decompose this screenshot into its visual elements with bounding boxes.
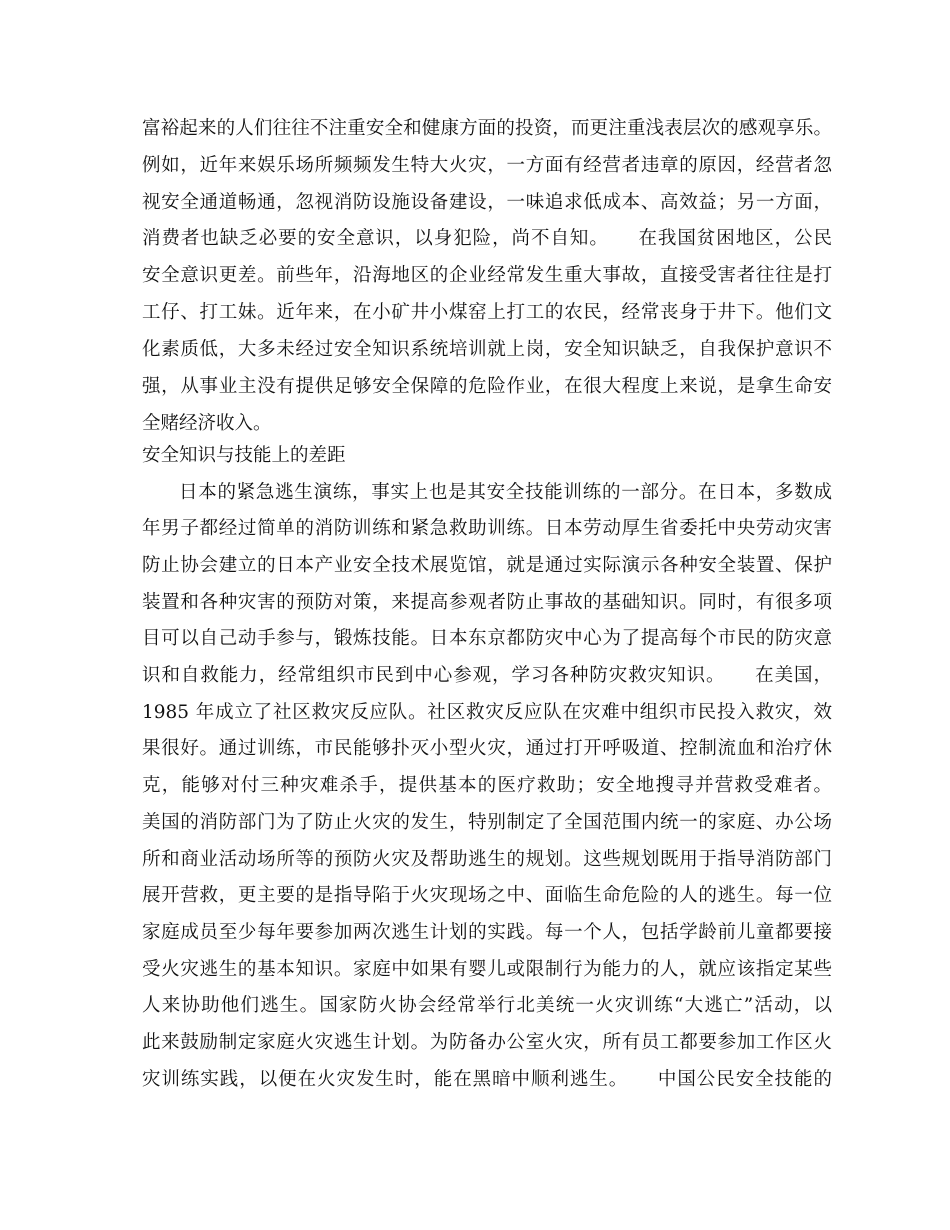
text-line: 防止协会建立的日本产业安全技术展览馆，就是通过实际演示各种安全装置、保护 — [142, 555, 832, 576]
text-line: 视安全通道畅通，忽视消防设施设备建设，一味追求低成本、高效益；另一方面， — [142, 192, 832, 213]
text-line: 强，从事业主没有提供足够安全保障的危险作业，在很大程度上来说，是拿生命安 — [142, 376, 832, 397]
text-line: 1985 年成立了社区救灾反应队。社区救灾反应队在灾难中组织市民投入救灾，效 — [142, 702, 832, 723]
text-line: 受火灾逃生的基本知识。家庭中如果有婴儿或限制行为能力的人，就应该指定某些 — [142, 959, 832, 980]
text-line: 消费者也缺乏必要的安全意识，以身犯险，尚不自知。 在我国贫困地区，公民 — [142, 228, 832, 249]
text-line: 工仔、打工妹。近年来，在小矿井小煤窑上打工的农民，经常丧身于井下。他们文 — [142, 302, 832, 323]
text-line: 所和商业活动场所等的预防火灾及帮助逃生的规划。这些规划既用于指导消防部门 — [142, 849, 832, 870]
text-line: 化素质低，大多未经过安全知识系统培训就上岗，安全知识缺乏，自我保护意识不 — [142, 339, 832, 360]
text-line: 目可以自己动手参与，锻炼技能。日本东京都防灾中心为了提高每个市民的防灾意 — [142, 628, 832, 649]
text-line: 展开营救，更主要的是指导陷于火灾现场之中、面临生命危险的人的逃生。每一位 — [142, 885, 832, 906]
text-line: 日本的紧急逃生演练，事实上也是其安全技能训练的一部分。在日本，多数成 — [179, 482, 832, 503]
text-line: 灾训练实践，以便在火灾发生时，能在黑暗中顺利逃生。 中国公民安全技能的 — [142, 1069, 832, 1090]
text-line: 例如，近年来娱乐场所频频发生特大火灾，一方面有经营者违章的原因，经营者忽 — [142, 155, 832, 176]
text-line: 安全意识更差。前些年，沿海地区的企业经常发生重大事故，直接受害者往往是打 — [142, 265, 832, 286]
text-line: 全赌经济收入。 — [142, 413, 272, 434]
section-heading: 安全知识与技能上的差距 — [142, 445, 346, 466]
text-line: 装置和各种灾害的预防对策，来提高参观者防止事故的基础知识。同时，有很多项 — [142, 592, 832, 613]
text-line: 果很好。通过训练，市民能够扑灭小型火灾，通过打开呼吸道、控制流血和治疗休 — [142, 738, 832, 759]
text-line: 人来协助他们逃生。国家防火协会经常举行北美统一火灾训练“大逃亡”活动，以 — [142, 995, 832, 1016]
text-line: 家庭成员至少每年要参加两次逃生计划的实践。每一个人，包括学龄前儿童都要接 — [142, 922, 832, 943]
text-line: 美国的消防部门为了防止火灾的发生，特别制定了全国范围内统一的家庭、办公场 — [142, 812, 832, 833]
text-line: 此来鼓励制定家庭火灾逃生计划。为防备办公室火灾，所有员工都要参加工作区火 — [142, 1032, 832, 1053]
text-line: 识和自救能力，经常组织市民到中心参观，学习各种防灾救灾知识。 在美国， — [142, 665, 832, 686]
text-line: 富裕起来的人们往往不注重安全和健康方面的投资，而更注重浅表层次的感观享乐。 — [142, 118, 832, 139]
text-line: 克，能够对付三种灾难杀手，提供基本的医疗救助；安全地搜寻并营救受难者。 — [142, 775, 832, 796]
text-line: 年男子都经过简单的消防训练和紧急救助训练。日本劳动厚生省委托中央劳动灾害 — [142, 518, 832, 539]
